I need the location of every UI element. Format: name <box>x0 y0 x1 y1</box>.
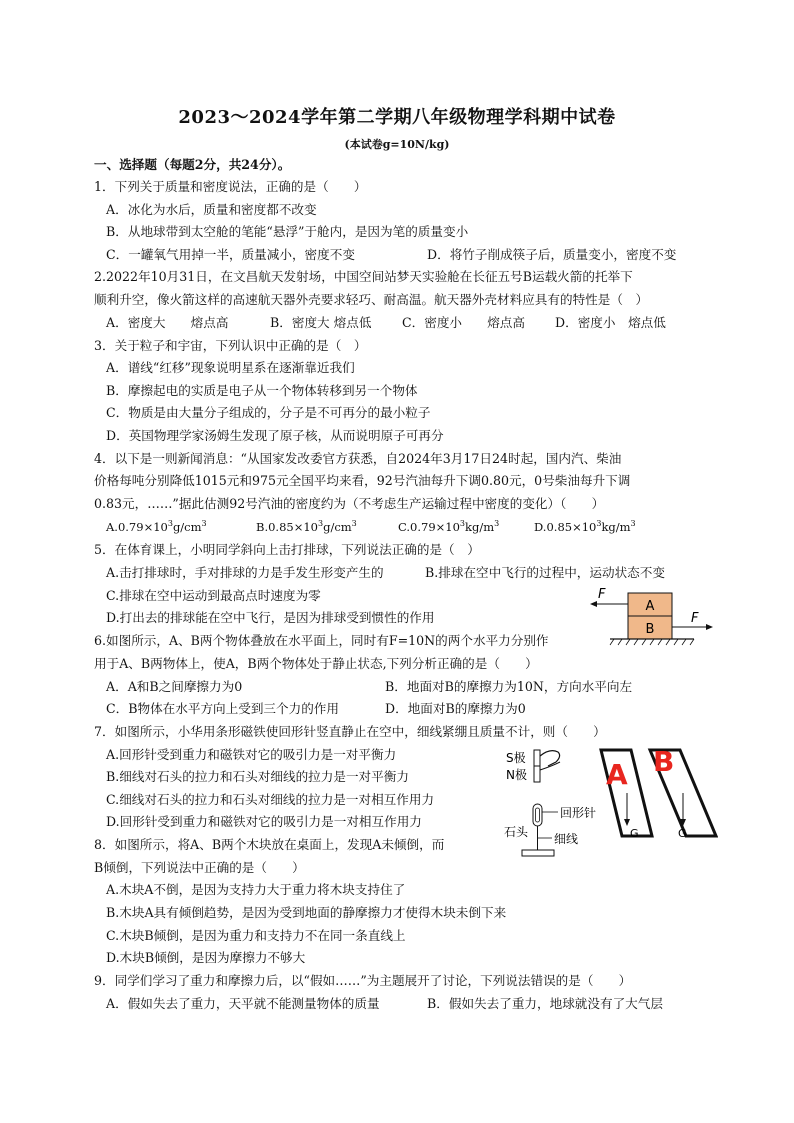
q8-option-b: B.木块A具有倾倒趋势，是因为受到地面的静摩擦力才使得木块未倒下来 <box>106 905 507 920</box>
q2-option-a: A．密度大 熔点高 <box>106 315 229 330</box>
q1-stem: 1．下列关于质量和密度说法，正确的是（ ） <box>94 179 367 194</box>
thread-label: 细线 <box>554 832 579 846</box>
q3-option-b: B．摩擦起电的实质是电子从一个物体转移到另一个物体 <box>106 383 418 398</box>
q5-option-b: B.排球在空中飞行的过程中，运动状态不变 <box>425 565 665 580</box>
q9-option-a: A．假如失去了重力，天平就不能测量物体的质量 <box>106 996 380 1011</box>
q8-stem-line2: B倾倒，下列说法中正确的是（ ） <box>94 860 305 875</box>
q4-option-c: $C.0.79\times 10^3kg/m^3$ <box>398 519 500 534</box>
stone-label: 石头 <box>504 825 529 839</box>
q4-stem-line2: 价格每吨分别降低1015元和975元全国平均来看，92号汽油每升下调0.80元，0号柴油每升下调 <box>94 473 631 488</box>
page-subtitle: (本试卷g=10N/kg) <box>344 138 450 151</box>
q2-option-c: C．密度小 熔点高 <box>402 315 525 330</box>
force-arrow-right-head <box>706 624 713 630</box>
q4-option-b: $B.0.85\times 10^3g/cm^3$ <box>256 519 357 534</box>
q7-figure <box>500 740 600 864</box>
block-b-letter: B <box>653 745 675 778</box>
block-a-label: A <box>645 599 655 614</box>
q1-option-c: C．一罐氧气用掉一半，质量减小，密度不变 <box>106 247 355 262</box>
q2-stem-line2: 顺利升空，像火箭这样的高速航天器外壳要求轻巧、耐高温。航天器外壳材料应具有的特性是（ ） <box>94 292 649 307</box>
gravity-label-a: G <box>630 827 639 840</box>
q4-option-a: $A.0.79\times 10^3g/cm^3$ <box>106 519 207 534</box>
q5-option-d: D.打出去的排球能在空中飞行，是因为排球受到惯性的作用 <box>106 610 435 625</box>
block-b-label: B <box>645 622 655 637</box>
q3-option-c: C．物质是由大量分子组成的，分子是不可再分的最小粒子 <box>106 405 431 420</box>
q1-option-d: D．将竹子削成筷子后，质量变小，密度不变 <box>427 247 677 262</box>
s-pole-label: S极 <box>506 751 526 765</box>
stone-block <box>522 850 554 856</box>
q9-option-b: B．假如失去了重力，地球就没有了大气层 <box>427 996 663 1011</box>
q1-option-a: A．冰化为水后，质量和密度都不改变 <box>106 202 317 217</box>
gravity-label-b: G <box>678 827 687 840</box>
q6-option-d: D．地面对B的摩擦力为0 <box>385 701 526 716</box>
q4-option-d: $D.0.85\times 10^3kg/m^3$ <box>534 519 636 534</box>
force-label-right: F <box>691 611 699 626</box>
q6-stem-line1: 6.如图所示，A、B两个物体叠放在水平面上，同时有F=10N的两个水平力分别作 <box>94 633 549 648</box>
paper-clip-label: 回形针 <box>560 806 597 820</box>
q5-stem: 5．在体育课上，小明同学斜向上击打排球，下列说法正确的是（ ） <box>94 542 480 557</box>
q8-option-d: D.木块B倾倒，是因为摩擦力不够大 <box>106 950 306 965</box>
paper-clip-icon <box>533 804 542 826</box>
force-label-left: F <box>598 587 606 602</box>
q5-option-a: A.击打排球时，手对排球的力是手发生形变产生的 <box>106 565 384 580</box>
q3-stem: 3．关于粒子和宇宙，下列认识中正确的是（ ） <box>94 338 367 353</box>
q4-stem-line3: 0.83元，……”据此估测92号汽油的密度约为（不考虑生产运输过程中密度的变化）（ ） <box>94 496 605 511</box>
block-a-letter: A <box>606 758 628 791</box>
q6-option-b: B．地面对B的摩擦力为10N，方向水平向左 <box>385 679 633 694</box>
q6-stem-line2: 用于A、B两物体上，使A，B两个物体处于静止状态,下列分析正确的是（ ） <box>94 656 538 671</box>
q7-option-d: D.回形针受到重力和磁铁对它的吸引力是一对相互作用力 <box>106 814 422 829</box>
q8-option-a: A.木块A不倒，是因为支持力大于重力将木块支持住了 <box>106 882 406 897</box>
q2-stem-line1: 2.2022年10月31日，在文昌航天发射场，中国空间站梦天实验舱在长征五号B运载火箭的托举下 <box>94 269 633 284</box>
q8-figure <box>598 740 718 844</box>
q8-stem-line1: 8．如图所示，将A、B两个木块放在桌面上，发现A未倾倒，而 <box>94 837 445 852</box>
q3-option-d: D．英国物理学家汤姆生发现了原子核，从而说明原子可再分 <box>106 428 444 443</box>
q6-option-a: A．A和B之间摩擦力为0 <box>106 679 243 694</box>
q6-figure <box>588 584 716 650</box>
q4-stem-line1: 4．以下是一则新闻消息：“从国家发改委官方获悉，自2024年3月17日24时起，国内汽、柴油 <box>94 451 622 466</box>
q7-option-c: C.细线对石头的拉力和石头对细线的拉力是一对相互作用力 <box>106 792 435 807</box>
ground-hatching <box>610 639 694 645</box>
q7-option-a: A.回形针受到重力和磁铁对它的吸引力是一对平衡力 <box>106 747 397 762</box>
q2-option-b: B．密度大 熔点低 <box>270 315 372 330</box>
q9-stem: 9．同学们学习了重力和摩擦力后，以“假如……”为主题展开了讨论，下列说法错误的是（ ） <box>94 973 632 988</box>
q1-option-b: B．从地球带到太空舱的笔能“悬浮”于舱内，是因为笔的质量变小 <box>106 224 469 239</box>
force-arrow-left-head <box>590 601 597 607</box>
q2-option-d: D．密度小 熔点低 <box>555 315 666 330</box>
q8-option-c: C.木块B倾倒，是因为重力和支持力不在同一条直线上 <box>106 928 406 943</box>
q7-option-b: B.细线对石头的拉力和石头对细线的拉力是一对平衡力 <box>106 769 409 784</box>
q6-option-c: C．B物体在水平方向上受到三个力的作用 <box>106 701 339 716</box>
page-title: 2023～2024学年第二学期八年级物理学科期中试卷 <box>178 107 616 128</box>
n-pole-label: N极 <box>506 768 527 782</box>
q3-option-a: A．谱线“红移”现象说明星系在逐渐靠近我们 <box>106 360 355 375</box>
section-heading: 一、选择题（每题2分，共24分）。 <box>94 157 291 172</box>
q5-option-c: C.排球在空中运动到最高点时速度为零 <box>106 588 321 603</box>
q7-stem: 7．如图所示，小华用条形磁铁使回形针竖直静止在空中，细线紧绷且质量不计，则（ ） <box>94 724 606 739</box>
